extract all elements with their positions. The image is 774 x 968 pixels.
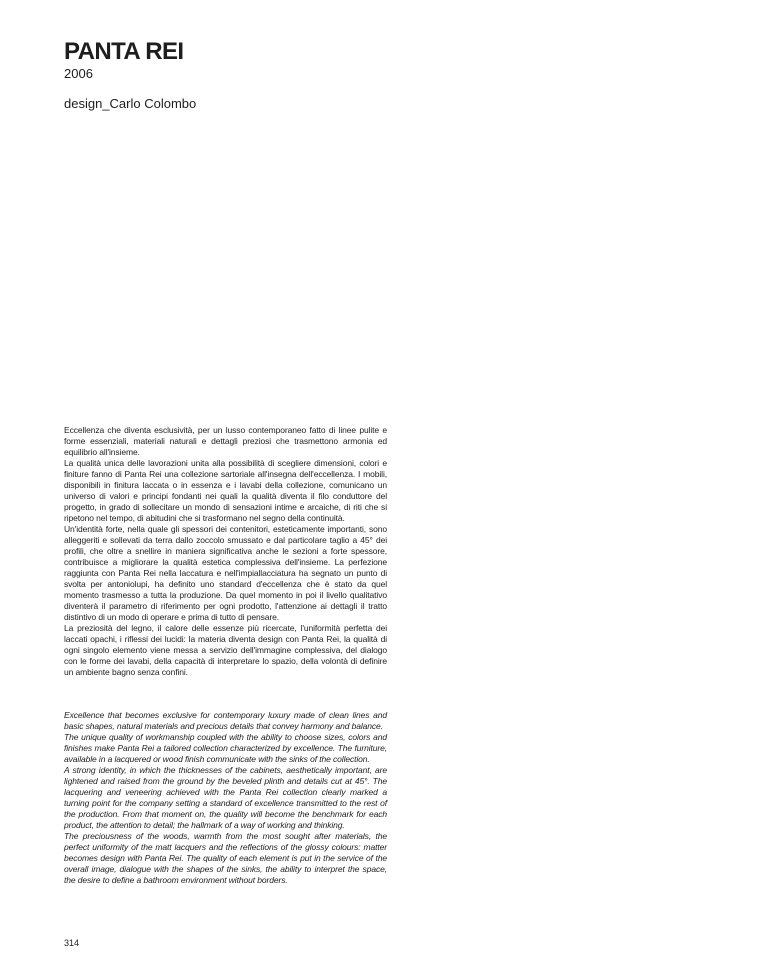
english-paragraph: Excellence that becomes exclusive for contemporary luxury made of clean lines and basic shapes, natural materials and precious details that convey harmony and balance. [64,710,387,731]
italian-paragraph: Eccellenza che diventa esclusività, per un lusso contemporaneo fatto di linee pulite e forme essenziali, materiali naturali e dettagli preziosi che trasmettono armonia ed equilibrio all'insieme. [64,425,387,457]
italian-paragraph: Un'identità forte, nella quale gli spessori dei contenitori, esteticamente importanti, sono alleggeriti e sollevati da terra dallo zoccolo smussato e dal particolare taglio a 45° dei profili, che oltre a snellire in maniera significativa anche le sezioni a forte spessore, contribuisce a migliorare la qualità estetica complessiva dell'insieme. La perfezione raggiunta con Panta Rei nella laccatura e nell'impiallacciatura ha segnato un punto di svolta per antoniolupi, ha definito uno standard d'eccellenza che è stato da quel momento trasmesso a tutta la produzione. Da quel momento in poi il livello qualitativo diventerà il parametro di riferimento per ogni prodotto, l'attenzione ai dettagli il tratto distintivo di un modo di operare e prima di tutto di pensare. [64,524,387,622]
year-label: 2006 [64,66,93,81]
page-title: PANTA REI [64,38,184,65]
english-paragraph: The preciousness of the woods, warmth from the most sought after materials, the perfect uniformity of the matt lacquers and the reflections of the glossy colours: matter becomes design with Panta Rei. The quality of each element is put in the service of the overall image, dialogue with the shapes of the sinks, the ability to interpret the space, the desire to define a bathroom environment without borders. [64,831,387,885]
english-paragraph: The unique quality of workmanship coupled with the ability to choose sizes, colors and finishes make Panta Rei a tailored collection characterized by excellence. The furniture, available in a lacquered or wood finish communicate with the sinks of the collection. [64,732,387,764]
italian-description [64,425,387,678]
english-paragraph: A strong identity, in which the thicknesses of the cabinets, aesthetically important, are lightened and raised from the ground by the beveled plinth and details cut at 45°. The lacquering and veneering achieved with the Panta Rei collection clearly marked a turning point for the company setting a standard of excellence transmitted to the rest of the production. From that moment on, the quality will become the benchmark for each product, the attention to detail; the hallmark of a way of working and thinking. [64,765,387,830]
english-description [64,710,387,886]
designer-credit: design_Carlo Colombo [64,96,197,111]
page-number: 314 [64,938,80,948]
italian-paragraph: La qualità unica delle lavorazioni unita alla possibilità di scegliere dimensioni, colori e finiture fanno di Panta Rei una collezione sartoriale all'insegna dell'eccellenza. I mobili, disponibili in finitura laccata o in essenza e i lavabi della collezione, comunicano un universo di valori e principi fondanti nei quali la qualità diventa il filo conduttore del progetto, in grado di sollecitare un mondo di sensazioni intime e arcaiche, di riti che si ripetono nel tempo, di abitudini che si trasformano nel segno della continuità. [64,458,387,523]
italian-paragraph: La preziosità del legno, il calore delle essenze più ricercate, l'uniformità perfetta dei laccati opachi, i riflessi dei lucidi: la materia diventa design con Panta Rei, la qualità di ogni singolo elemento viene messa a servizio dell'immagine complessiva, del dialogo con le forme dei lavabi, della capacità di interpretare lo spazio, della volontà di definire un ambiente bagno senza confini. [64,623,387,677]
